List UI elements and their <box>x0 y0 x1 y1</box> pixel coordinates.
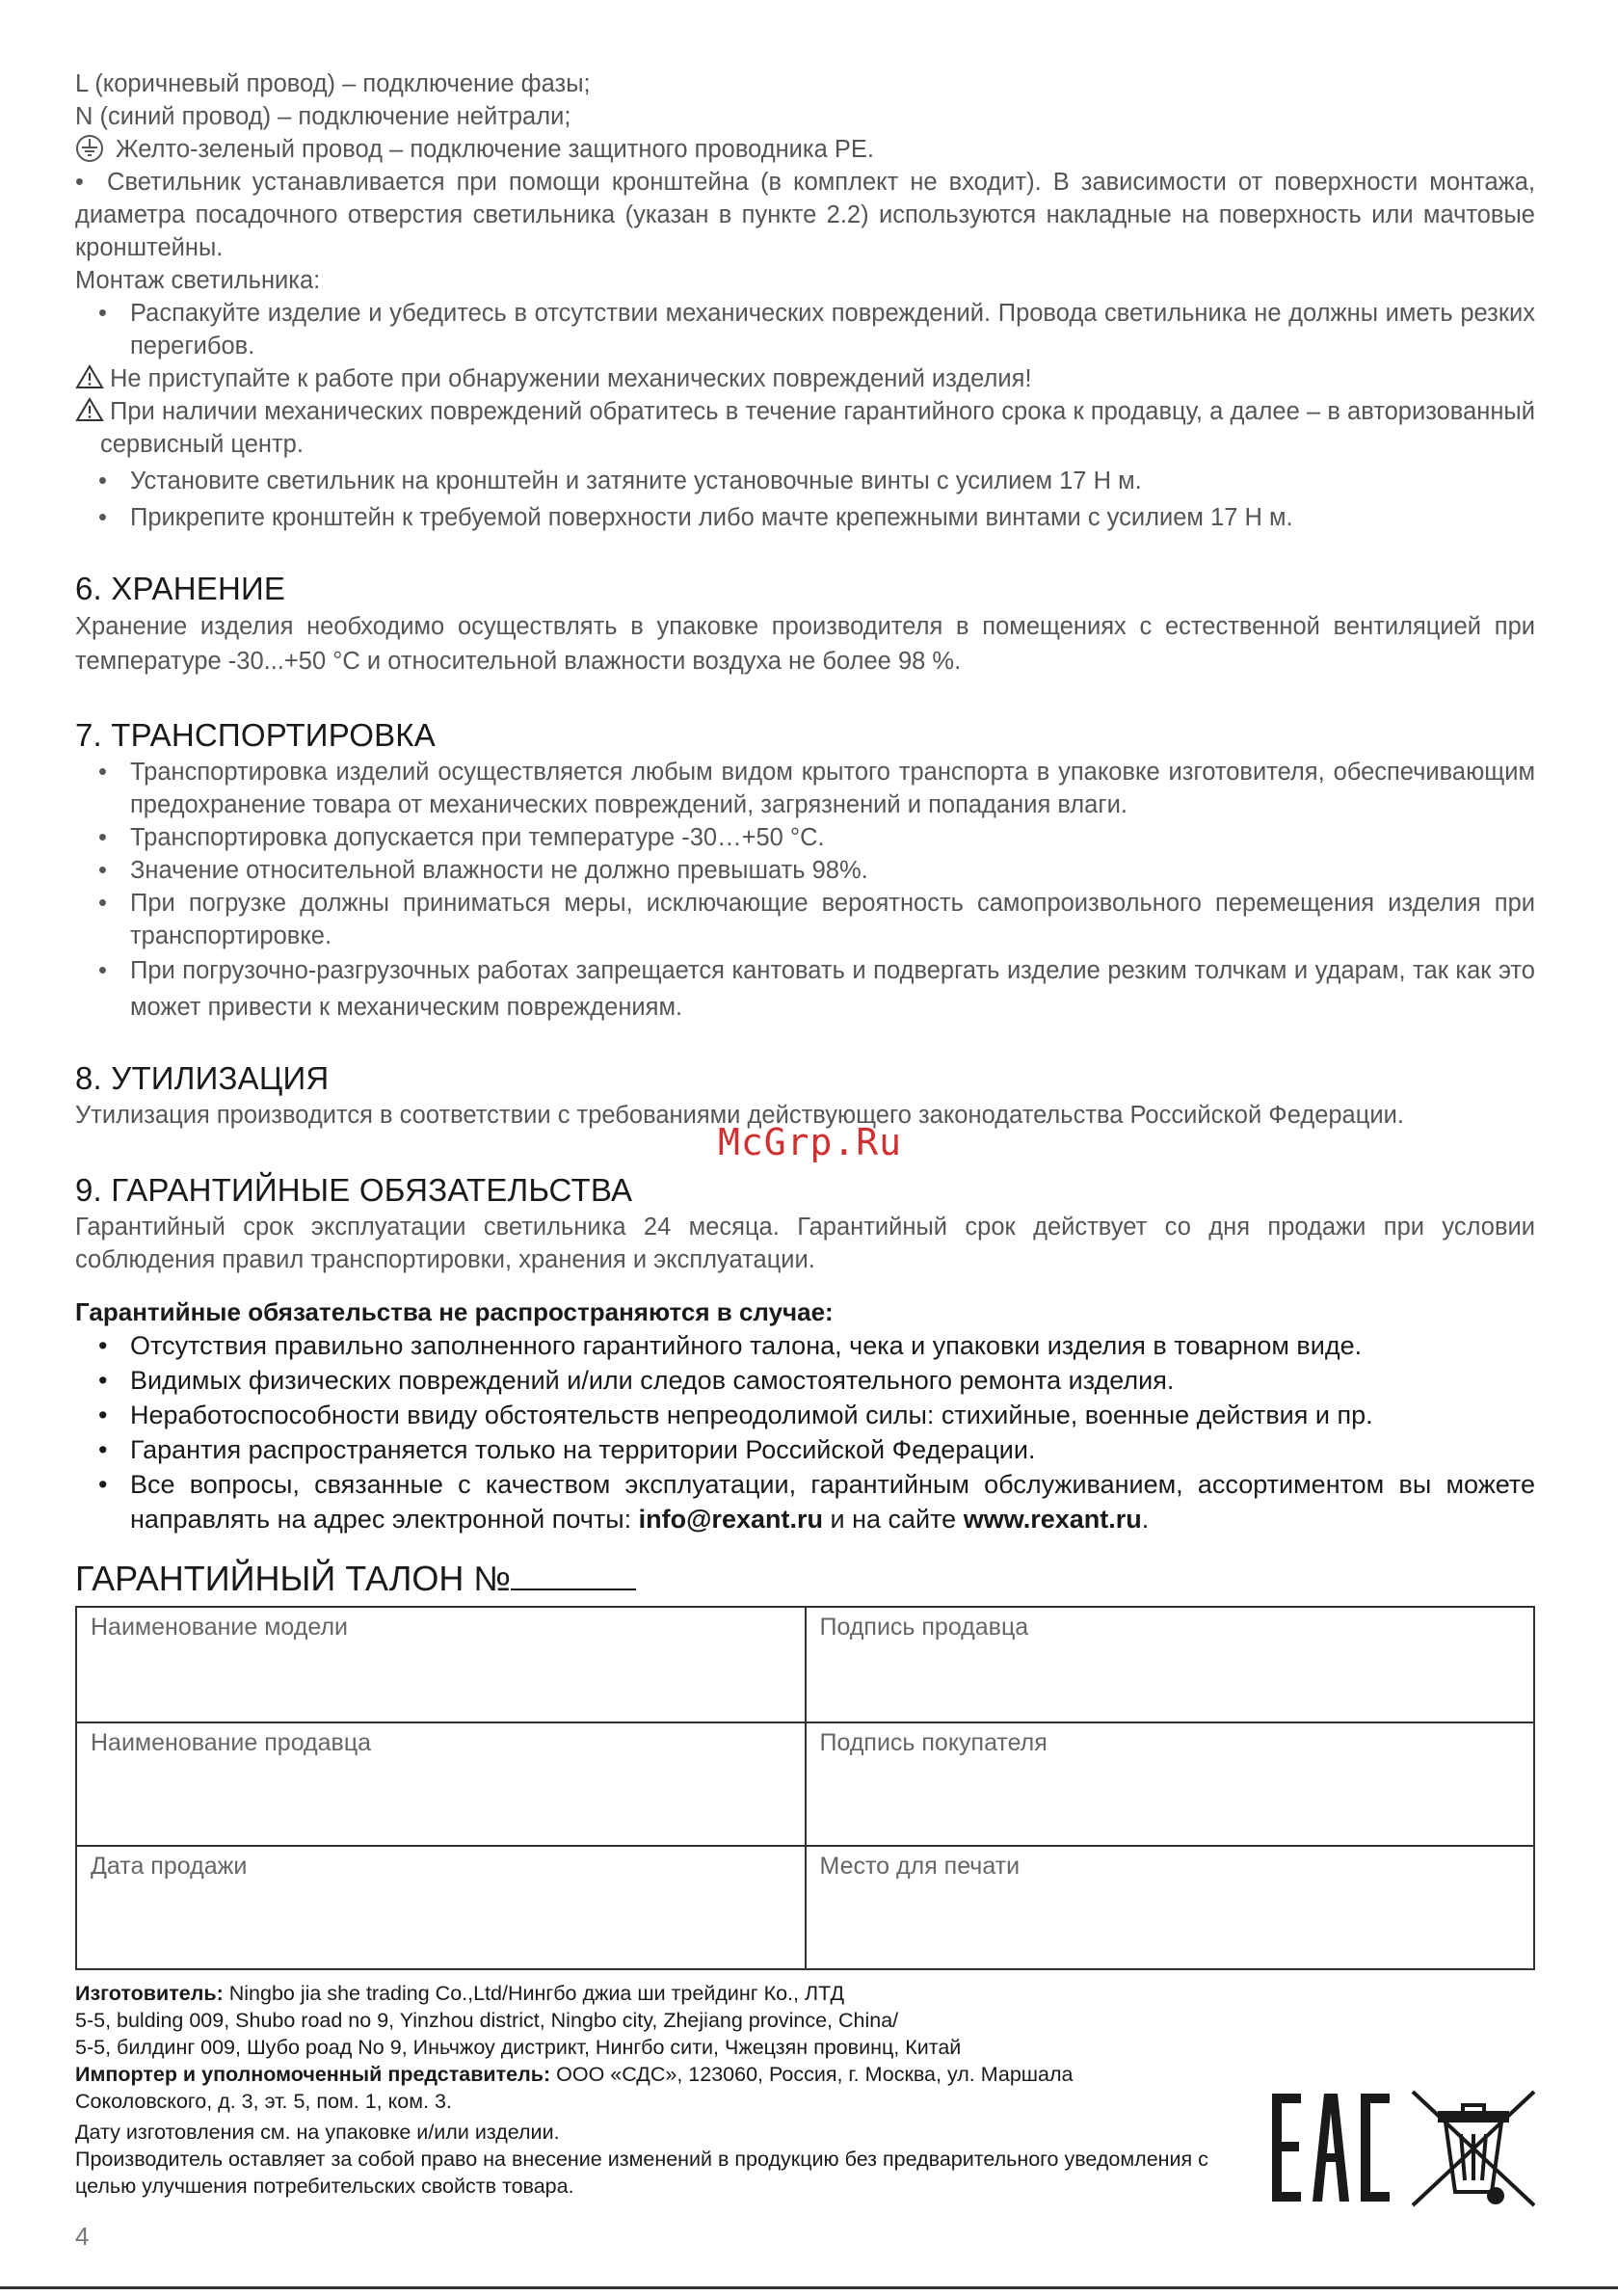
transport-item: • Транспортировка изделий осуществляется любым видом крытого транспорта в упаковке изготовителя, обеспечивающим предохранение товара от механических повреждений, загрязнений и попадания влаги. <box>98 759 1535 818</box>
warning-icon <box>75 397 104 422</box>
transport-item: • При погрузочно-разгрузочных работах запрещается кантовать и подвергать изделие резким толчкам и ударам, так как это может привести к механическим повреждениям. <box>98 957 1535 1021</box>
wire-n-line: N (синий провод) – подключение нейтрали; <box>75 103 571 130</box>
eac-mark-icon <box>1272 2094 1390 2202</box>
warning-text: Не приступайте к работе при обнаружении механических повреждений изделия! <box>110 365 1032 392</box>
number-blank[interactable] <box>511 1560 636 1590</box>
section-title: 6. ХРАНЕНИЕ <box>75 571 286 606</box>
exclusion-item-text: и на сайте <box>822 1505 964 1534</box>
mount-item: • Прикрепите кронштейн к требуемой поверхности либо мачте крепежными винтами с усилием 17 Н м. <box>98 504 1293 531</box>
warranty-card-table <box>75 1606 1535 1970</box>
manufacturer-text: Ningbo jia she trading Co.,Ltd/Нингбо джиа ши трейдинг Ко., ЛТД <box>223 1982 845 2005</box>
exclusion-item-text: Отсутствия правильно заполненного гарантийного талона, чека и упаковки изделия в товарном виде. <box>130 1331 1363 1360</box>
warning-text: При наличии механических повреждений обратитесь в течение гарантийного срока к продавцу, а далее – в авторизованный сервисный центр. <box>100 398 1535 458</box>
warranty-card-title-text: ГАРАНТИЙНЫЙ ТАЛОН № <box>75 1559 512 1598</box>
exclusion-item-text: . <box>1141 1505 1150 1534</box>
field-sale-date[interactable]: Дата продажи <box>76 1846 806 1969</box>
exclusions-title-text: Гарантийные обязательства не распространяются в случае: <box>75 1297 834 1326</box>
warning-icon <box>75 364 104 389</box>
bracket-text: Светильник устанавливается при помощи кронштейна (в комплект не входит). В зависимости от поверхности монтажа, диаметра посадочного отверстия светильника (указан в пункте 2.2) используются накладные на поверхность или мачтовые кронштейны. <box>75 169 1535 261</box>
transport-item-text: Транспортировка изделий осуществляется любым видом крытого транспорта в упаковке изготовителя, обеспечивающим предохранение товара от механических повреждений, загрязнений и попадания влаги. <box>130 759 1535 818</box>
exclusion-item: • Неработоспособности ввиду обстоятельств непреодолимой силы: стихийные, военные действия и пр. <box>98 1401 1373 1429</box>
weee-bin-icon <box>1413 2092 1534 2205</box>
exclusion-item-text: Неработоспособности ввиду обстоятельств непреодолимой силы: стихийные, военные действия и пр. <box>130 1401 1373 1429</box>
wire-l-line: L (коричневый провод) – подключение фазы; <box>75 70 591 97</box>
bracket-paragraph: • Светильник устанавливается при помощи кронштейна (в комплект не входит). В зависимости от поверхности монтажа, диаметра посадочного отверстия светильника (указан в пункте 2.2) используются накладные на поверхность или мачтовые кронштейны. <box>75 169 1535 261</box>
exclusion-item: • Видимых физических повреждений и/или следов самостоятельного ремонта изделия. <box>98 1366 1175 1395</box>
field-stamp-place[interactable]: Место для печати <box>806 1846 1535 1969</box>
manufacturer-label: Изготовитель: <box>75 1982 224 2005</box>
section-text: Гарантийный срок эксплуатации светильника 24 месяца. Гарантийный срок действует со дня продажи при условии соблюдения правил транспортировки, хранения и эксплуатации. <box>75 1214 1535 1273</box>
exclusion-item-text: Все вопросы, связанные с качеством эксплуатации, гарантийным обслуживанием, ассортиментом вы можете направлять на адрес электронной почты: <box>130 1470 1535 1534</box>
transport-item: • При погрузке должны приниматься меры, исключающие вероятность самопроизвольного перемещения изделия при транспортировке. <box>98 890 1535 949</box>
manufacturer-line <box>75 1980 1212 2007</box>
transport-item-text: Значение относительной влажности не должно превышать 98%. <box>130 857 868 884</box>
section-title: 7. ТРАНСПОРТИРОВКА <box>75 717 436 753</box>
wire-pe-line <box>75 133 1535 166</box>
exclusion-item: • Отсутствия правильно заполненного гарантийного талона, чека и упаковки изделия в товарном виде. <box>98 1331 1363 1360</box>
watermark: McGrp.Ru <box>718 1121 903 1163</box>
mount-item: • Установите светильник на кронштейн и затяните установочные винты с усилием 17 Н м. <box>98 467 1142 494</box>
transport-item: • Транспортировка допускается при температуре -30…+50 °С. <box>98 824 825 851</box>
address-ru: 5-5, билдинг 009, Шубо роад No 9, Иньчжоу дистрикт, Нингбо сити, Чжецзян провинц, Китай <box>75 2036 962 2059</box>
transport-item-text: При погрузочно-разгрузочных работах запрещается кантовать и подвергать изделие резким толчкам и ударам, так как это может привести к механическим повреждениям. <box>130 957 1535 1021</box>
page-number: 4 <box>75 2222 90 2251</box>
section-text: Утилизация производится в соответствии с требованиями действующего законодательства Российской Федерации. <box>75 1102 1404 1129</box>
exclusions-list <box>75 1328 1535 1536</box>
warranty-card <box>75 1558 1535 1970</box>
footer-info <box>75 1980 1212 2200</box>
section-storage <box>75 569 1535 679</box>
warning-line <box>75 395 1535 461</box>
transport-item-text: Транспортировка допускается при температуре -30…+50 °С. <box>130 824 825 851</box>
warning-line <box>75 362 1535 395</box>
mount-item-text: Распакуйте изделие и убедитесь в отсутствии механических повреждений. Провода светильника не должны иметь резких перегибов. <box>130 300 1535 360</box>
section-title: 9. ГАРАНТИЙНЫЕ ОБЯЗАТЕЛЬСТВА <box>75 1172 633 1208</box>
transport-item: • Значение относительной влажности не должно превышать 98%. <box>98 857 868 884</box>
mount-item-text: Прикрепите кронштейн к требуемой поверхности либо мачте крепежными винтами с усилием 17 Н м. <box>130 504 1293 531</box>
importer-text: ООО «СДС», 123060, Россия, г. Москва, ул. Маршала Соколовского, д. 3, эт. 5, пом. 1, ком. 3. <box>75 2063 1074 2113</box>
mount-item-text: Установите светильник на кронштейн и затяните установочные винты с усилием 17 Н м. <box>130 467 1142 494</box>
transport-item-text: При погрузке должны приниматься меры, исключающие вероятность самопроизвольного перемещения изделия при транспортировке. <box>130 890 1535 949</box>
exclusion-item: • Гарантия распространяется только на территории Российской Федерации. <box>98 1435 1036 1464</box>
section-warranty <box>75 1170 1535 1536</box>
certification-marks <box>1268 2084 1540 2209</box>
rights-note: Производитель оставляет за собой право на внесение изменений в продукцию без предварительного уведомления с целью улучшения потребительских свойств товара. <box>75 2148 1208 2198</box>
field-seller-name[interactable]: Наименование продавца <box>76 1722 806 1846</box>
section-title: 8. УТИЛИЗАЦИЯ <box>75 1060 330 1096</box>
exclusion-item-text: Гарантия распространяется только на территории Российской Федерации. <box>130 1435 1036 1464</box>
field-model-name[interactable]: Наименование модели <box>76 1607 806 1722</box>
mount-label: Монтаж светильника: <box>75 267 321 294</box>
bottom-rule <box>0 2286 1618 2289</box>
exclusion-item-text: Видимых физических повреждений и/или следов самостоятельного ремонта изделия. <box>130 1366 1175 1395</box>
importer-line <box>75 2061 1212 2115</box>
address-en: 5-5, bulding 009, Shubo road no 9, Yinzhou district, Ningbo city, Zhejiang province, China/ <box>75 2009 899 2032</box>
warranty-card-title <box>75 1558 1535 1600</box>
manufacture-date-note: Дату изготовления см. на упаковке и/или изделии. <box>75 2121 560 2144</box>
exclusions-title <box>75 1295 1535 1328</box>
importer-label: Импортер и уполномоченный представитель: <box>75 2063 551 2086</box>
website-link[interactable]: www.rexant.ru <box>963 1505 1142 1534</box>
exclusion-item: • Все вопросы, связанные с качеством эксплуатации, гарантийным обслуживанием, ассортиментом вы можете направлять на адрес электронной почты: info@rexant.ru и на сайте www.rexant.ru. <box>98 1470 1535 1534</box>
section-transport <box>75 715 1535 1026</box>
field-seller-signature[interactable]: Подпись продавца <box>806 1607 1535 1722</box>
mount-item: • Распакуйте изделие и убедитесь в отсутствии механических повреждений. Провода светильника не должны иметь резких перегибов. <box>98 300 1535 360</box>
pe-line-text: Желто-зеленый провод – подключение защитного проводника PE. <box>116 136 874 163</box>
section-text: Хранение изделия необходимо осуществлять в упаковке производителя в помещениях с естественной вентиляцией при температуре -30...+50 °С и относительной влажности воздуха не более 98 %. <box>75 613 1535 675</box>
field-buyer-signature[interactable]: Подпись покупателя <box>806 1722 1535 1846</box>
ground-icon <box>75 134 104 163</box>
email-link[interactable]: info@rexant.ru <box>638 1505 823 1534</box>
